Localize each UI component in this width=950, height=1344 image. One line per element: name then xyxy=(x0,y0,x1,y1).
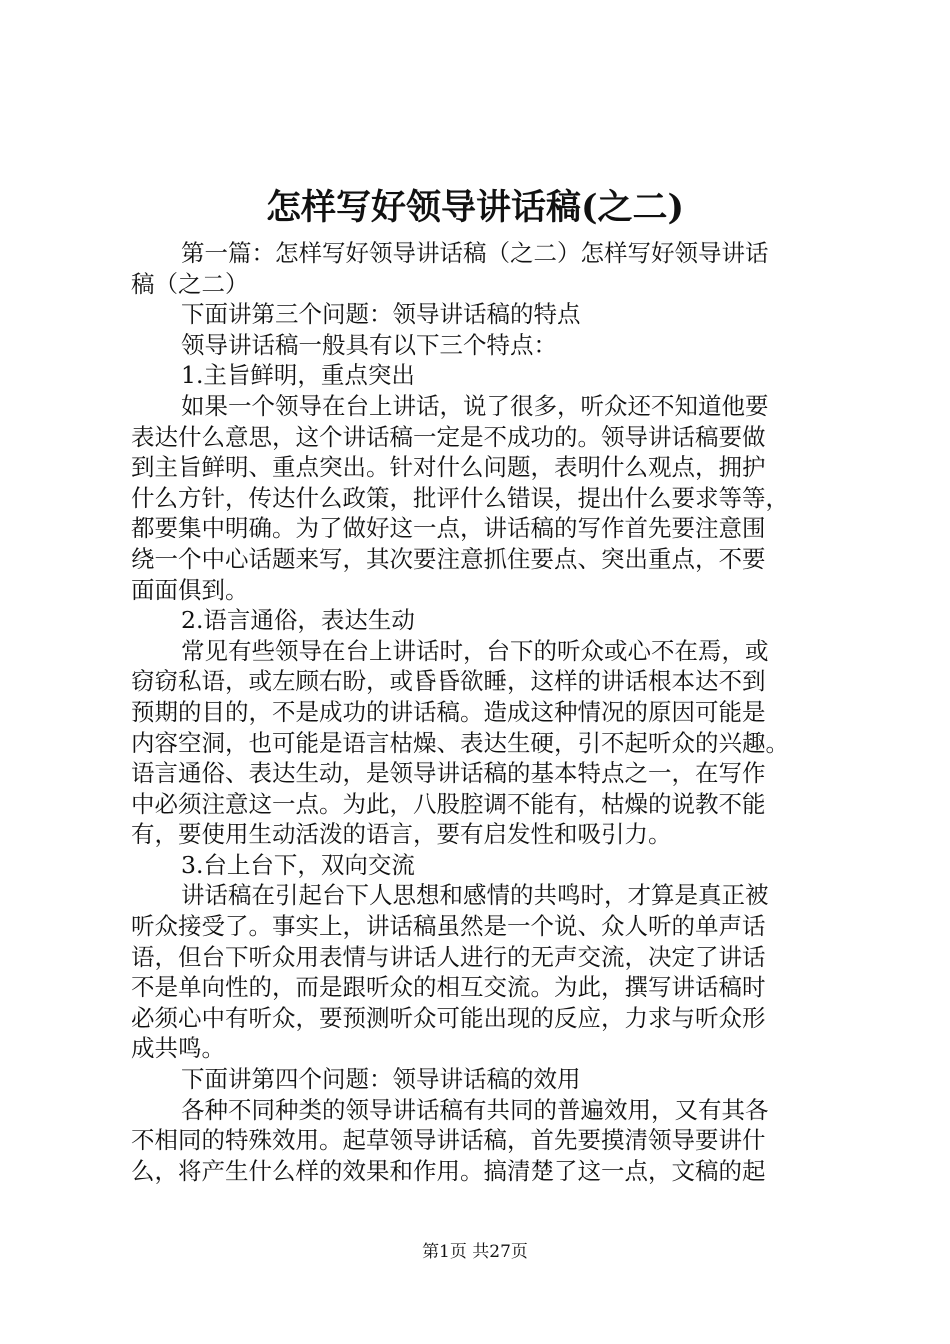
text-line: 听众接受了。事实上，讲话稿虽然是一个说、众人听的单声话 xyxy=(131,912,766,941)
text-line: 讲话稿在引起台下人思想和感情的共鸣时，才算是真正被 xyxy=(181,881,769,910)
text-line: 稿（之二） xyxy=(131,269,249,298)
text-line: 常见有些领导在台上讲话时，台下的听众或心不在焉，或 xyxy=(181,636,769,665)
text-line: 成共鸣。 xyxy=(131,1034,225,1063)
text-line: 什么方针，传达什么政策，批评什么错误，提出什么要求等等， xyxy=(131,483,789,512)
text-line: 面面俱到。 xyxy=(131,575,249,604)
text-line: 各种不同种类的领导讲话稿有共同的普遍效用，又有其各 xyxy=(181,1095,769,1124)
text-line: 第一篇：怎样写好领导讲话稿（之二）怎样写好领导讲话 xyxy=(181,239,769,267)
text-line: 内容空洞，也可能是语言枯燥、表达生硬，引不起听众的兴趣。 xyxy=(131,728,789,757)
text-line: 都要集中明确。为了做好这一点，讲话稿的写作首先要注意围 xyxy=(131,514,766,543)
text-line: 语，但台下听众用表情与讲话人进行的无声交流，决定了讲话 xyxy=(131,942,766,971)
text-line: 表达什么意思，这个讲话稿一定是不成功的。领导讲话稿要做 xyxy=(131,422,766,451)
section-heading: 下面讲第三个问题：领导讲话稿的特点 xyxy=(181,300,581,329)
page-footer: 第1页 共27页 xyxy=(422,1242,528,1262)
text-line: 领导讲话稿一般具有以下三个特点： xyxy=(181,330,557,359)
subsection-heading: 1.主旨鲜明，重点突出 xyxy=(181,361,415,390)
text-line: 语言通俗、表达生动，是领导讲话稿的基本特点之一，在写作 xyxy=(131,759,766,788)
document-title: 怎样写好领导讲话稿(之二) xyxy=(265,187,685,228)
text-line: 绕一个中心话题来写，其次要注意抓住要点、突出重点，不要 xyxy=(131,544,766,573)
text-line: 有，要使用生动活泼的语言，要有启发性和吸引力。 xyxy=(131,820,672,849)
text-line: 到主旨鲜明、重点突出。针对什么问题，表明什么观点，拥护 xyxy=(131,453,766,482)
text-line: 不是单向性的，而是跟听众的相互交流。为此，撰写讲话稿时 xyxy=(131,973,766,1002)
text-line: 如果一个领导在台上讲话，说了很多，听众还不知道他要 xyxy=(181,391,769,420)
text-line: 预期的目的，不是成功的讲话稿。造成这种情况的原因可能是 xyxy=(131,697,766,726)
document-body xyxy=(131,238,831,1186)
text-line: 不相同的特殊效用。起草领导讲话稿，首先要摸清领导要讲什 xyxy=(131,1126,766,1155)
text-line: 窃窃私语，或左顾右盼，或昏昏欲睡，这样的讲话根本达不到 xyxy=(131,667,766,696)
section-heading: 下面讲第四个问题：领导讲话稿的效用 xyxy=(181,1065,581,1094)
subsection-heading: 2.语言通俗，表达生动 xyxy=(181,606,415,635)
text-line: 中必须注意这一点。为此，八股腔调不能有，枯燥的说教不能 xyxy=(131,789,766,818)
text-line: 必须心中有听众，要预测听众可能出现的反应，力求与听众形 xyxy=(131,1003,766,1032)
subsection-heading: 3.台上台下，双向交流 xyxy=(181,850,415,879)
text-line: 么，将产生什么样的效果和作用。搞清楚了这一点，文稿的起 xyxy=(131,1156,766,1185)
